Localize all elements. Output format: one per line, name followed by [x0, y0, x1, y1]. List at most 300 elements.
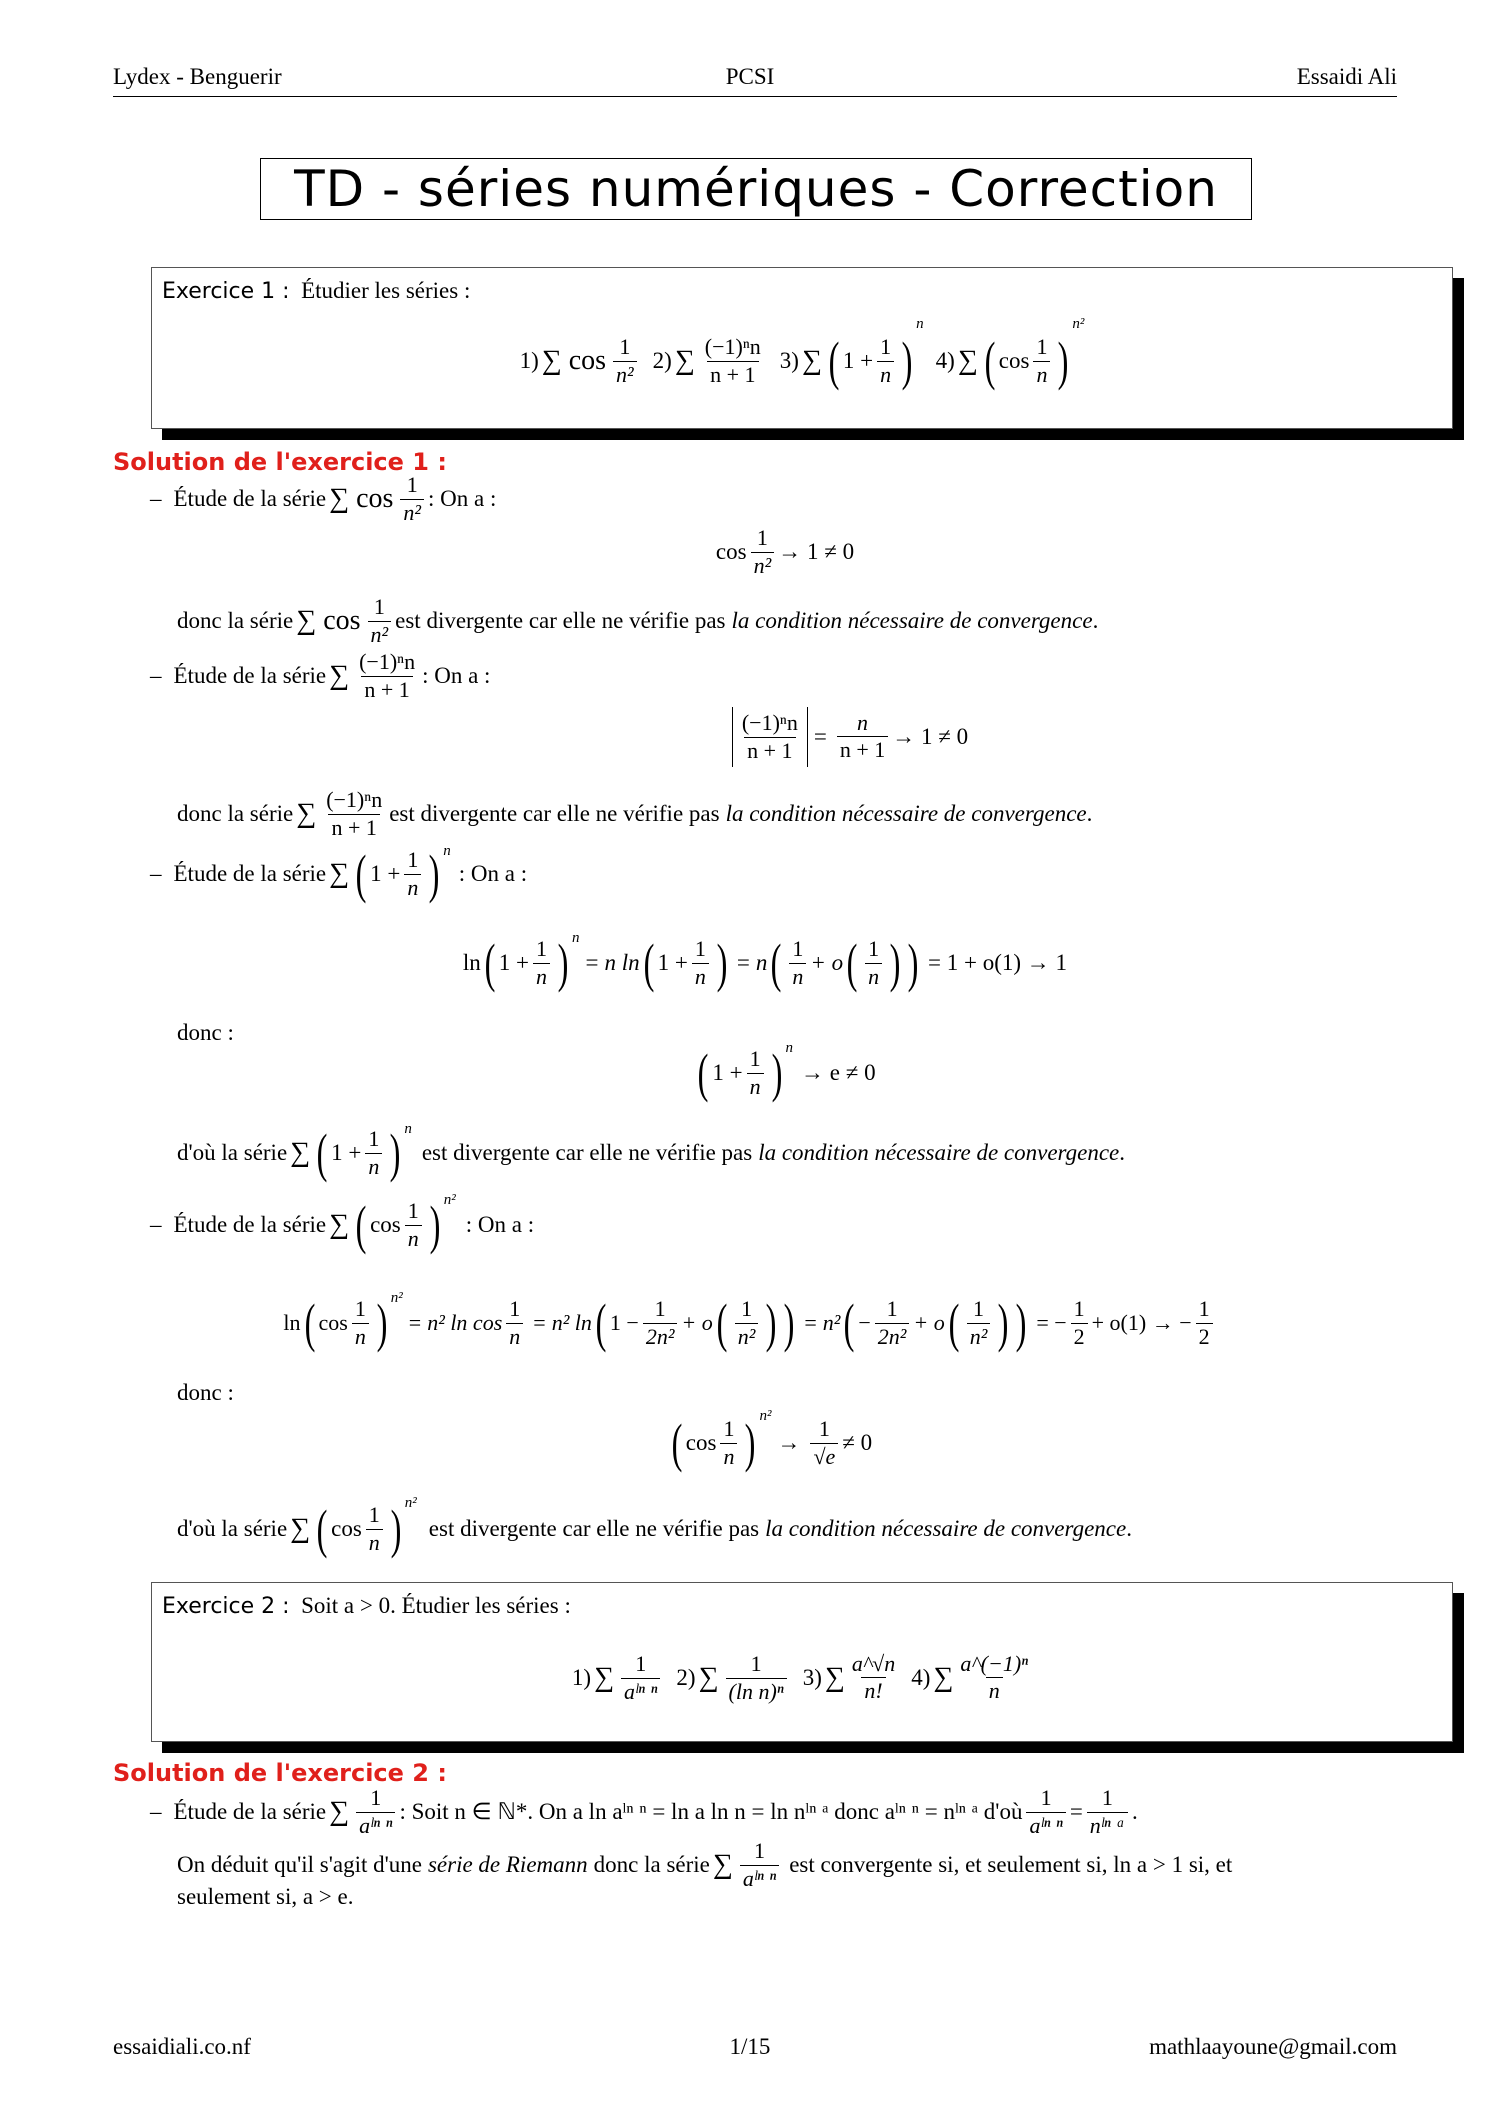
study-line-3	[150, 843, 527, 905]
parenthesis: (	[671, 1413, 683, 1473]
footer-website: essaidiali.co.nf	[113, 2034, 251, 2059]
math-group	[391, 1290, 403, 1307]
fraction	[1026, 1785, 1065, 1839]
fraction	[356, 649, 418, 703]
math-text: ∑	[824, 1662, 845, 1693]
header-rule	[113, 96, 1397, 97]
math-text: n	[443, 843, 451, 859]
fraction	[368, 594, 392, 648]
fraction	[356, 1785, 395, 1839]
fraction	[643, 1296, 678, 1350]
math-text: 1	[407, 1198, 419, 1224]
math-text: n	[857, 710, 869, 736]
math-text: n!	[864, 1678, 883, 1704]
parenthesis: )	[376, 1293, 388, 1353]
math-group	[443, 843, 451, 860]
math-group	[786, 1040, 794, 1057]
exercise-1-series	[152, 316, 1452, 406]
parenthesis: (	[716, 1293, 728, 1353]
fraction	[810, 1416, 838, 1470]
math-text: la condition nécessaire de convergence	[725, 801, 1087, 826]
math-text: =	[813, 724, 827, 749]
parenthesis: )	[997, 1293, 1009, 1353]
math-text: 2n²	[645, 1323, 675, 1349]
math-group: cos	[715, 539, 747, 564]
math-text: (−1)ⁿn	[704, 334, 761, 360]
math-group	[1072, 316, 1084, 333]
fraction	[852, 1651, 895, 1704]
item-number: 3)	[779, 348, 799, 373]
parenthesis: (	[828, 331, 840, 391]
equation-3b	[0, 1040, 1500, 1106]
equation-4b	[0, 1408, 1500, 1478]
fraction	[323, 787, 385, 841]
math-text: 1	[406, 472, 418, 498]
footer-email: mathlaayoune@gmail.com	[1149, 2034, 1397, 2059]
math-text: ∑	[329, 1209, 350, 1240]
math-text: →	[777, 1430, 801, 1455]
parenthesis: (	[355, 1195, 367, 1255]
conclusion-4	[177, 1495, 1132, 1563]
parenthesis: (	[984, 331, 996, 391]
math-text: 1 +	[712, 1060, 743, 1085]
fraction	[747, 1046, 764, 1100]
math-text: nˡⁿ ᵃ	[1089, 1812, 1125, 1838]
equation-2	[0, 705, 1500, 769]
fraction	[621, 1651, 660, 1705]
math-group	[726, 1678, 787, 1705]
math-text: 2)	[676, 1665, 696, 1690]
equation-1	[0, 522, 1500, 582]
math-text: donc la série	[177, 608, 294, 633]
exercise-label: Exercice 1 :	[162, 279, 290, 304]
riemann-conclusion: seulement si, a > e.	[177, 1884, 354, 1909]
math-text: n²	[404, 1495, 417, 1511]
math-text: On déduit qu'il s'agit d'une	[177, 1852, 422, 1877]
math-text: cos	[685, 1430, 717, 1455]
parenthesis: (	[697, 1043, 709, 1103]
math-text: n² ln cos	[427, 1310, 503, 1335]
header-class: PCSI	[725, 64, 775, 89]
math-text: 4)	[911, 1665, 931, 1690]
study-line-2	[150, 648, 490, 704]
fraction	[692, 936, 709, 990]
math-text: aˡⁿ ⁿ	[742, 1865, 777, 1891]
math-text: n	[1036, 361, 1048, 387]
math-text: =	[804, 1310, 817, 1335]
math-text: n²	[753, 552, 772, 578]
math-text: n²	[759, 1408, 772, 1424]
math-group	[692, 963, 709, 990]
solution-1-title: Solution de l'exercice 1 :	[113, 448, 447, 476]
math-text: n + 1	[837, 736, 888, 763]
math-text: 1	[1198, 1296, 1210, 1322]
math-text: n	[368, 1153, 380, 1179]
parenthesis: )	[889, 933, 901, 993]
parenthesis: (	[948, 1293, 960, 1353]
math-text: donc la série	[177, 801, 294, 826]
math-text: 1	[880, 334, 892, 360]
conclusion-3	[177, 1121, 1125, 1185]
fraction	[1196, 1296, 1213, 1350]
solution-2-title: Solution de l'exercice 2 :	[113, 1759, 447, 1787]
math-text: n	[749, 1073, 761, 1099]
fraction	[967, 1296, 991, 1350]
math-text: 1	[868, 936, 880, 962]
item-number: 4)	[935, 348, 955, 373]
math-text: .	[1126, 1516, 1132, 1541]
math-group	[877, 361, 894, 388]
parenthesis: )	[907, 933, 919, 993]
math-text: n	[509, 1323, 521, 1349]
math-text: 1	[635, 1651, 647, 1677]
math-text: 1	[818, 1416, 830, 1442]
math-text: d'où la série	[177, 1140, 288, 1165]
math-text: n	[407, 874, 419, 900]
math-group	[759, 1408, 771, 1425]
math-group	[865, 963, 882, 990]
donc-label: donc :	[177, 1020, 234, 1045]
math-text: 1	[509, 1296, 521, 1322]
math-group	[861, 1677, 885, 1704]
math-text: n	[868, 963, 880, 989]
math-text: 1	[1036, 334, 1048, 360]
math-group	[720, 1443, 737, 1470]
math-text: : Soit n ∈ ℕ*. On a ln aˡⁿ ⁿ = ln a ln n = ln nˡⁿ ᵃ donc aˡⁿ ⁿ = nˡⁿ ᵃ d'où	[399, 1799, 1023, 1824]
fraction	[405, 1198, 422, 1252]
math-group	[405, 1495, 417, 1512]
math-text: série de Riemann	[427, 1852, 588, 1877]
math-text: n²	[737, 1323, 756, 1349]
parenthesis: (	[304, 1293, 315, 1353]
math-text: n + 1	[328, 814, 379, 841]
math-text: n	[572, 930, 580, 946]
math-text: 1 −	[609, 1310, 639, 1335]
exercise-2-box	[151, 1582, 1453, 1742]
math-text: –	[150, 861, 162, 886]
math-text: cos	[331, 1516, 362, 1541]
math-text: .	[1092, 608, 1099, 633]
fraction	[702, 334, 764, 388]
math-text: n²	[969, 1323, 988, 1349]
donc-label: donc :	[177, 1380, 234, 1405]
math-text: ∑	[698, 1662, 719, 1693]
math-text: ∑	[329, 1796, 350, 1827]
math-group	[740, 1865, 779, 1892]
math-text: est divergente car elle ne vérifie pas	[395, 608, 726, 633]
math-text: n + 1	[707, 361, 758, 388]
math-text: 1	[619, 334, 631, 360]
conclusion-1	[177, 596, 1098, 646]
math-text: n	[407, 1225, 419, 1251]
parenthesis: )	[901, 331, 913, 391]
math-text: 1	[368, 1502, 380, 1528]
math-group	[621, 1678, 660, 1705]
math-text: ∑	[329, 858, 350, 889]
math-text: .	[1119, 1140, 1126, 1165]
math-text: + o	[681, 1310, 713, 1335]
fraction	[1087, 1785, 1128, 1839]
fraction	[400, 472, 424, 526]
math-group	[405, 1225, 422, 1252]
math-text: ∑	[290, 1137, 311, 1168]
parenthesis: )	[1058, 331, 1069, 391]
math-text: ln	[283, 1310, 301, 1335]
series-sum: ∑	[674, 345, 695, 376]
parenthesis: (	[846, 933, 858, 993]
study-line-1	[150, 474, 496, 524]
math-text: =	[736, 950, 750, 975]
fraction	[1071, 1296, 1088, 1350]
math-text: n	[404, 1121, 412, 1137]
math-text: : On a :	[465, 1212, 535, 1237]
math-text: (−1)ⁿn	[741, 710, 798, 736]
math-text: n²	[616, 361, 634, 387]
study-line-4	[150, 1192, 534, 1258]
study-line-ex2	[150, 1784, 1138, 1840]
parenthesis: )	[389, 1123, 401, 1183]
math-group	[613, 361, 637, 388]
fraction	[789, 936, 806, 990]
math-group	[506, 1323, 523, 1350]
math-text: + o	[810, 950, 844, 975]
math-text: Étude de la série	[173, 861, 327, 886]
math-text: 1	[654, 1296, 666, 1322]
math-text: la condition nécessaire de convergence	[731, 608, 1093, 633]
parenthesis: (	[316, 1499, 328, 1559]
math-text: =	[1069, 1799, 1083, 1824]
math-text: 1	[750, 1651, 762, 1677]
math-group	[751, 552, 775, 579]
math-text: ∑	[933, 1662, 954, 1693]
math-text: −	[858, 1310, 871, 1335]
page-title: TD - séries numériques - Correction	[260, 158, 1252, 220]
math-text: ∑	[329, 660, 350, 691]
fraction	[865, 936, 882, 990]
math-group	[356, 1812, 395, 1839]
math-text: aˡⁿ ⁿ	[1029, 1812, 1063, 1838]
math-text: = 1 + o(1) → 1	[928, 950, 1068, 975]
fraction	[739, 710, 801, 764]
math-text: a^(−1)ⁿ	[960, 1651, 1029, 1677]
fraction	[720, 1416, 737, 1470]
parenthesis: )	[1015, 1293, 1027, 1353]
math-text: n ln	[604, 950, 640, 975]
math-text: la condition nécessaire de convergence	[758, 1140, 1120, 1165]
math-text: 1	[749, 1046, 761, 1072]
math-text: 2	[1196, 1323, 1213, 1350]
math-text: n² ln	[551, 1310, 592, 1335]
exercise-text: Soit a > 0. Étudier les séries :	[301, 1593, 571, 1618]
math-text: 1	[886, 1296, 898, 1322]
math-group	[572, 930, 580, 947]
math-text: aˡⁿ ⁿ	[624, 1678, 658, 1704]
parenthesis: (	[355, 844, 367, 904]
math-group	[368, 621, 392, 648]
math-text: =	[408, 1310, 422, 1335]
fraction	[751, 525, 775, 579]
math-text: est convergente si, et seulement si, ln a > 1 si, et	[789, 1852, 1233, 1877]
series-sum: ∑	[957, 345, 978, 376]
math-text: 2	[1071, 1323, 1088, 1350]
conclusion-2	[177, 786, 1092, 842]
fraction	[877, 334, 894, 388]
fraction	[1033, 334, 1050, 388]
series-sum: ∑ cos	[541, 345, 607, 376]
math-group	[366, 1529, 383, 1556]
math-text: + o(1) → −	[1091, 1310, 1192, 1335]
exercise-label: Exercice 2 :	[162, 1594, 290, 1619]
math-text: =	[533, 1310, 546, 1335]
math-group	[747, 1073, 764, 1100]
math-text: ∑	[290, 1513, 311, 1544]
item-number: 1)	[519, 348, 539, 373]
math-group	[404, 1121, 412, 1138]
math-text: : On a :	[428, 486, 497, 511]
math-text: n²	[822, 1310, 841, 1335]
math-text: 1	[792, 936, 804, 962]
math-text: 1 +	[842, 348, 874, 373]
math-text: ∑ cos	[296, 605, 361, 636]
math-group	[1026, 1812, 1065, 1839]
exercise-2-series	[152, 1633, 1452, 1723]
math-text: est divergente car elle ne vérifie pas	[389, 801, 720, 826]
math-text: 1	[373, 594, 385, 620]
math-text: 1	[368, 1126, 380, 1152]
exercise-text: Étudier les séries :	[301, 278, 471, 303]
math-text: n	[880, 361, 892, 387]
math-text: n	[368, 1529, 380, 1555]
parenthesis: )	[765, 1293, 777, 1353]
math-text: Étude de la série	[173, 1212, 327, 1237]
parenthesis: (	[316, 1123, 328, 1183]
math-text: –	[150, 486, 162, 511]
equation-4	[0, 1290, 1500, 1356]
math-text: n	[792, 963, 804, 989]
fraction	[404, 847, 421, 901]
math-text: n + 1	[744, 737, 795, 764]
parenthesis: )	[783, 1293, 795, 1353]
fraction	[875, 1296, 910, 1350]
math-text: n²	[403, 499, 422, 525]
math-group	[1087, 1812, 1128, 1839]
parenthesis: )	[390, 1499, 402, 1559]
math-text: la condition nécessaire de convergence	[765, 1516, 1127, 1541]
math-text: n	[916, 316, 924, 332]
item-number: 2)	[652, 348, 672, 373]
math-text: + o	[913, 1310, 945, 1335]
fraction	[533, 936, 550, 990]
math-text: → 1 ≠ 0	[892, 724, 969, 749]
math-text: (−1)ⁿn	[359, 649, 416, 675]
math-text: n	[988, 1678, 1000, 1704]
math-text: aˡⁿ ⁿ	[359, 1812, 393, 1838]
fraction	[837, 710, 888, 763]
header-school: Lydex - Benguerir	[113, 64, 282, 89]
math-text: 1	[756, 525, 768, 551]
math-text: n²	[443, 1192, 456, 1208]
math-text: 1	[536, 936, 548, 962]
math-group	[162, 278, 470, 304]
math-text: est divergente car elle ne vérifie pas	[428, 1516, 760, 1541]
fraction	[726, 1651, 787, 1705]
math-text: cos	[998, 348, 1030, 373]
math-text: 1	[370, 1785, 382, 1811]
math-group	[352, 1323, 369, 1350]
fraction	[506, 1296, 523, 1350]
math-text: donc la série	[593, 1852, 710, 1877]
parenthesis: (	[484, 933, 496, 993]
math-text: 1)	[571, 1665, 592, 1690]
math-text: n	[694, 963, 706, 989]
math-group	[967, 1323, 991, 1350]
math-text: 1	[741, 1296, 753, 1322]
math-text: n	[723, 1443, 735, 1469]
header-author: Essaidi Ali	[1296, 64, 1397, 89]
math-group	[444, 1192, 456, 1209]
math-text: n²	[370, 621, 389, 647]
math-text: 1	[1040, 1785, 1052, 1811]
fraction	[740, 1838, 779, 1892]
math-text: –	[150, 663, 162, 688]
math-text: n	[755, 950, 768, 975]
parenthesis: )	[716, 933, 728, 993]
math-text: → e ≠ 0	[801, 1060, 876, 1085]
math-group	[916, 316, 924, 333]
math-text: n	[354, 1323, 366, 1349]
math-group	[735, 1323, 759, 1350]
math-group	[162, 1593, 571, 1619]
math-text: Étude de la série	[173, 663, 327, 688]
math-text: 1 +	[331, 1140, 362, 1165]
math-text: cos	[318, 1310, 348, 1335]
math-text: =	[585, 950, 599, 975]
math-text: : On a :	[458, 861, 528, 886]
math-text: 1 +	[370, 861, 401, 886]
math-text: ∑	[594, 1662, 615, 1693]
parenthesis: (	[843, 1293, 855, 1353]
math-group	[986, 1677, 1003, 1704]
math-text: n²	[1072, 316, 1085, 332]
math-group	[533, 963, 550, 990]
equation-3	[0, 930, 1500, 996]
series-sum: ∑	[801, 345, 822, 376]
math-group	[875, 1323, 910, 1350]
math-text: 1	[723, 1416, 735, 1442]
math-text: (ln n)ⁿ	[728, 1678, 784, 1704]
math-text: n + 1	[361, 676, 412, 703]
math-group	[365, 1153, 382, 1180]
math-text: n	[536, 963, 548, 989]
math-text: –	[150, 1799, 162, 1824]
math-text: n²	[390, 1290, 403, 1306]
fraction	[735, 1296, 759, 1350]
math-text: 1	[1073, 1296, 1085, 1322]
fraction	[352, 1296, 369, 1350]
math-text: 1	[354, 1296, 366, 1322]
math-text: : On a :	[422, 663, 491, 688]
math-text: 1	[1101, 1785, 1113, 1811]
math-group	[810, 1443, 838, 1470]
parenthesis: )	[557, 933, 569, 993]
fraction	[366, 1502, 383, 1556]
math-text: cos	[370, 1212, 401, 1237]
math-group	[643, 1323, 678, 1350]
math-text: 1 +	[657, 950, 688, 975]
math-text: 1	[694, 936, 706, 962]
math-text: est divergente car elle ne vérifie pas	[421, 1140, 753, 1165]
parenthesis: )	[745, 1413, 756, 1473]
